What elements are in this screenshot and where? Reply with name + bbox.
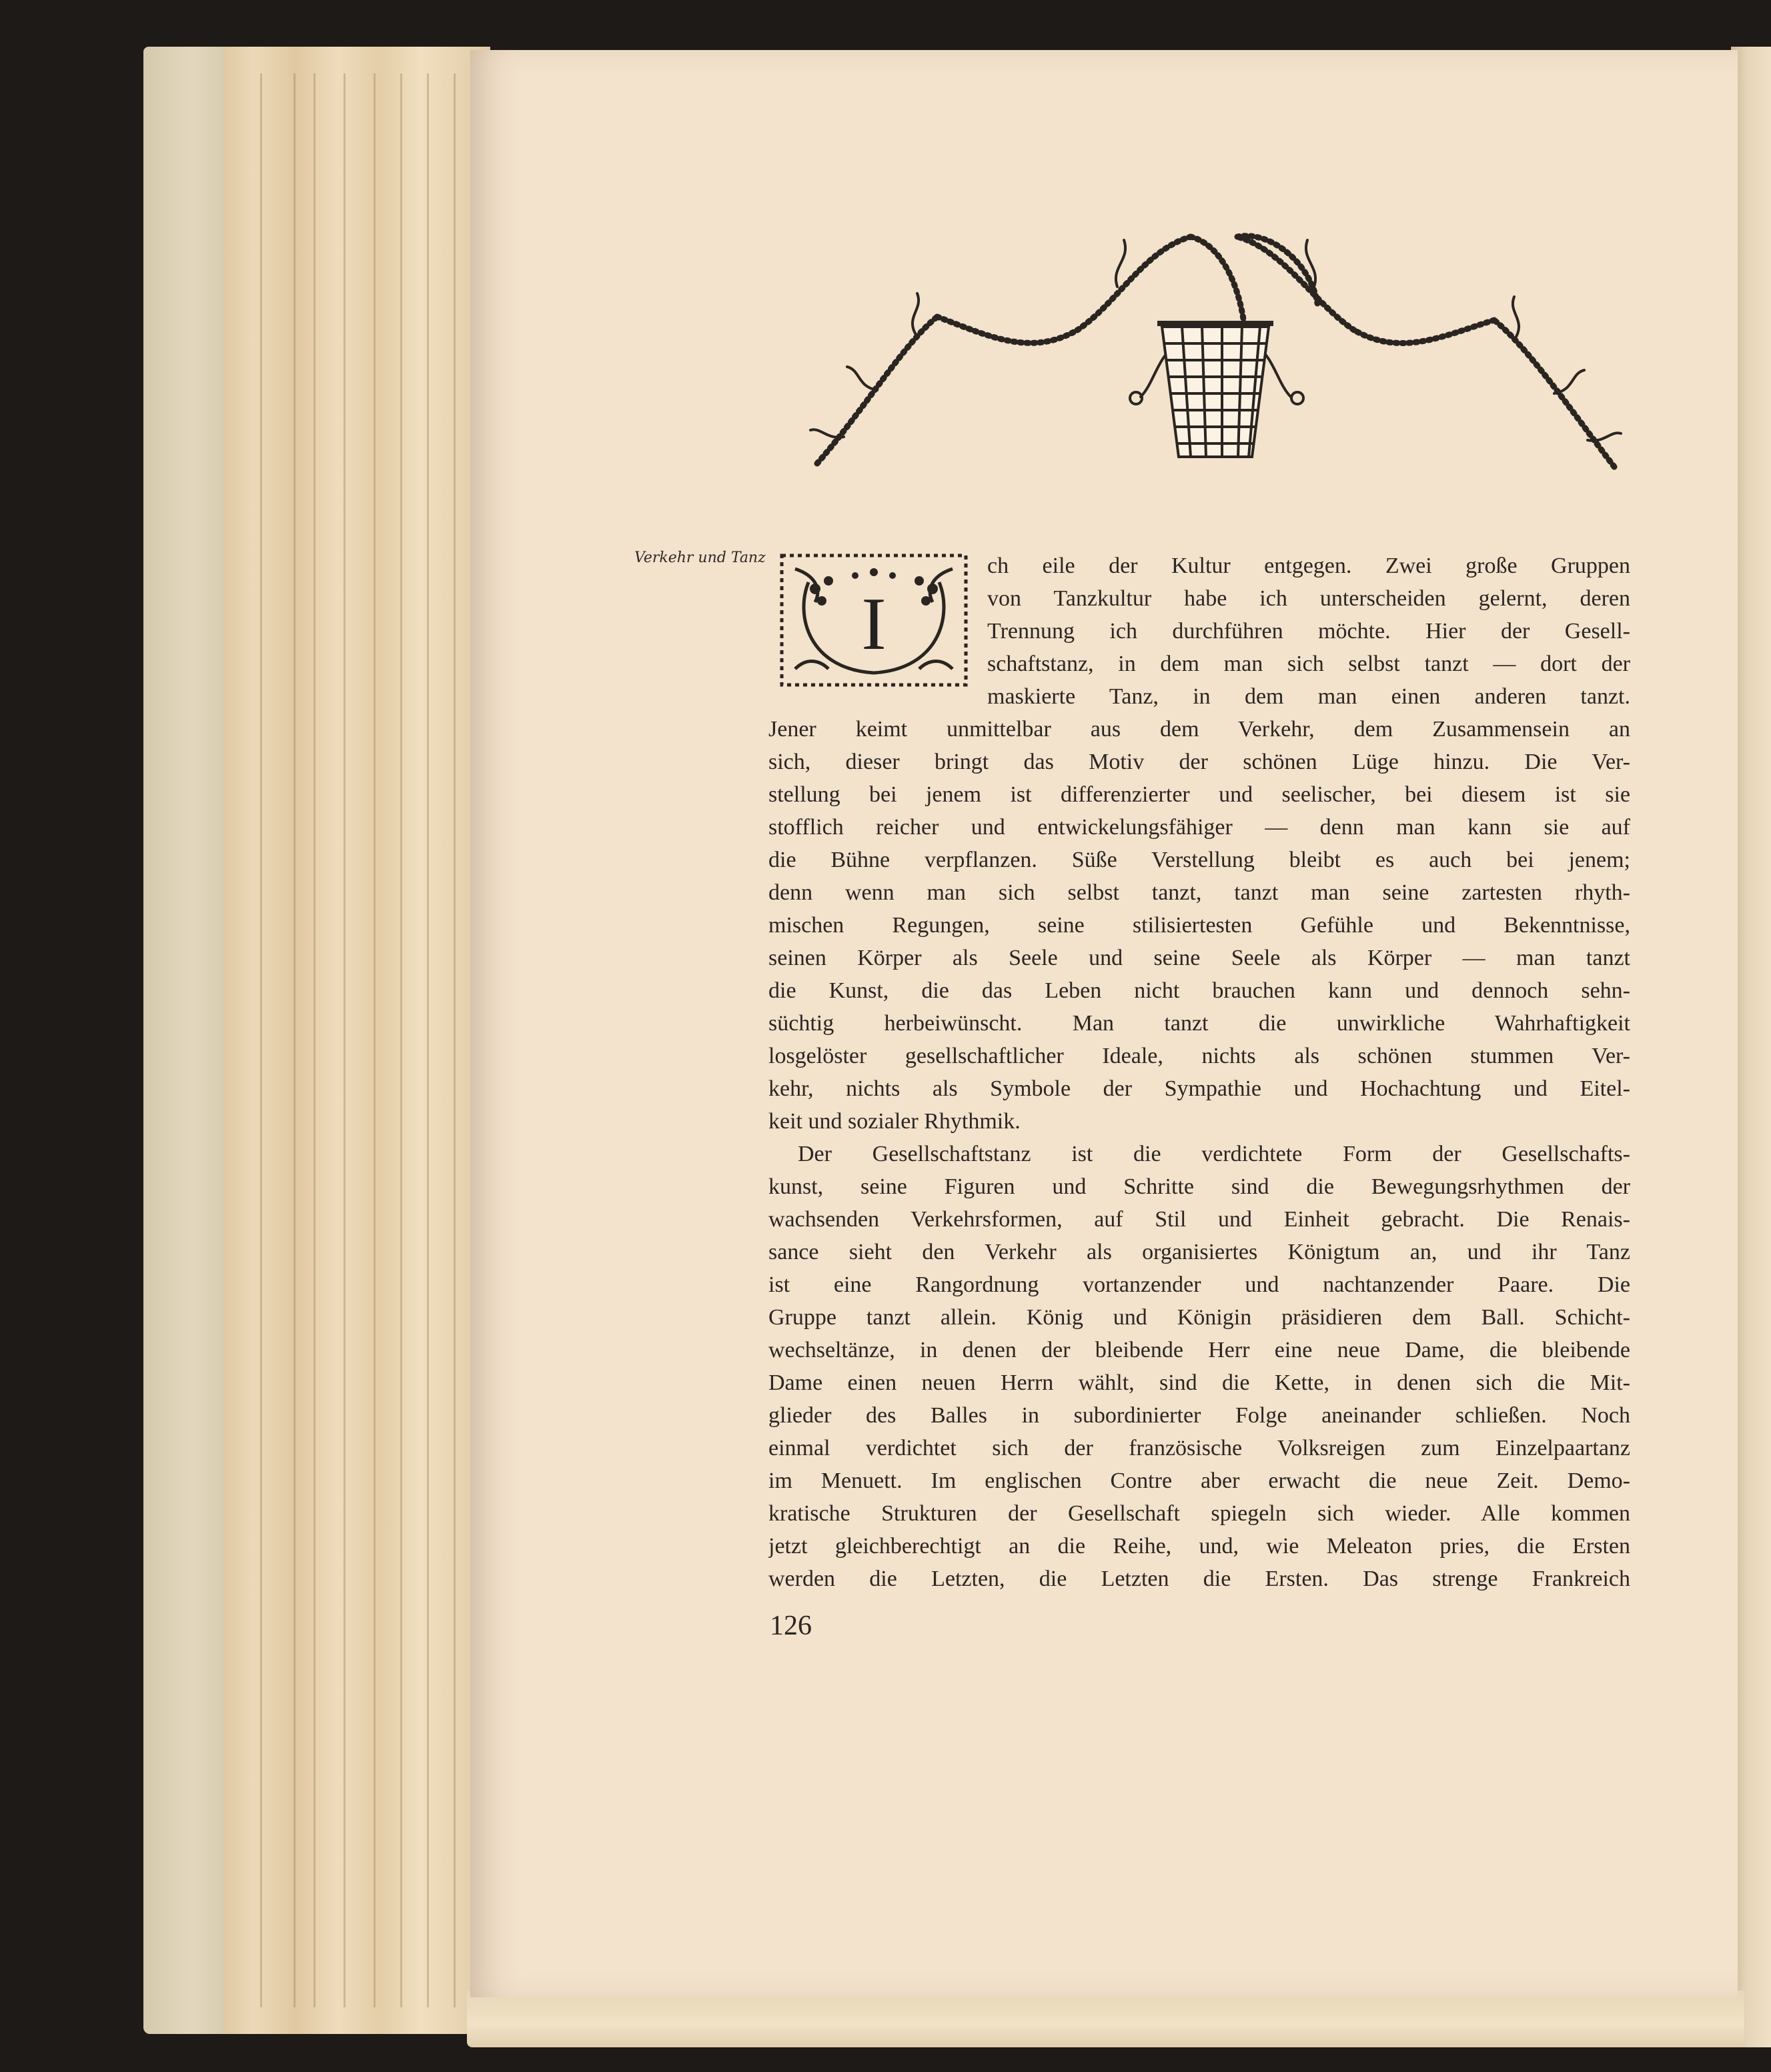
page-bottom-edge xyxy=(467,1991,1744,2047)
text-line: Der Gesellschaftstanz ist die verdichtete Form der Gesellschafts- xyxy=(798,1142,1630,1166)
text-line: sich, dieser bringt das Motiv der schönen Lüge hinzu. Die Ver- xyxy=(768,750,1630,774)
leaf-edge-line xyxy=(374,73,376,2007)
decorated-initial xyxy=(768,542,979,698)
text-line: denn wenn man sich selbst tanzt, tanzt man seine zartesten rhyth- xyxy=(768,880,1630,905)
text-line: Jener keimt unmittelbar aus dem Verkehr, dem Zusammensein an xyxy=(768,717,1630,742)
text-line: süchtig herbeiwünscht. Man tanzt die unwirkliche Wahrhaftigkeit xyxy=(768,1011,1630,1036)
leaf-edge-line xyxy=(400,73,402,2007)
book-cover-edge xyxy=(143,47,223,2034)
garland-basket-ornament xyxy=(804,223,1628,490)
text-line: glieder des Balles in subordinierter Folge aneinander schließen. Noch xyxy=(768,1403,1630,1428)
text-line: die Bühne verpflanzen. Süße Verstellung bleibt es auch bei jenem; xyxy=(768,848,1630,872)
text-line: kunst, seine Figuren und Schritte sind die Bewegungsrhythmen der xyxy=(768,1174,1630,1199)
text-line: stofflich reicher und entwickelungsfähiger — denn man kann sie auf xyxy=(768,815,1630,840)
text-line: wechseltänze, in denen der bleibende Herr eine neue Dame, die bleibende xyxy=(768,1338,1630,1362)
leaf-edge-line xyxy=(454,73,456,2007)
text-line: Gruppe tanzt allein. König und Königin präsidieren dem Ball. Schicht- xyxy=(768,1305,1630,1330)
page-number: 126 xyxy=(770,1611,812,1641)
text-line: Trennung ich durchführen möchte. Hier der Gesell- xyxy=(987,619,1630,644)
text-line: sance sieht den Verkehr als organisiertes Königtum an, und ihr Tanz xyxy=(768,1240,1630,1264)
text-line: die Kunst, die das Leben nicht brauchen kann und dennoch sehn- xyxy=(768,978,1630,1003)
leaf-edge-line xyxy=(260,73,262,2007)
text-line: kehr, nichts als Symbole der Sympathie und Hochachtung und Eitel- xyxy=(768,1076,1630,1101)
text-line: losgelöster gesellschaftlicher Ideale, nichts als schönen stummen Ver- xyxy=(768,1044,1630,1068)
initial-letter: I xyxy=(861,582,887,666)
marginal-note: Verkehr und Tanz xyxy=(634,550,766,566)
text-line: einmal verdichtet sich der französische Volksreigen zum Einzelpaartanz xyxy=(768,1436,1630,1460)
text-line: ist eine Rangordnung vortanzender und nachtanzender Paare. Die xyxy=(768,1272,1630,1297)
text-line: mischen Regungen, seine stilisiertesten Gefühle und Bekenntnisse, xyxy=(768,913,1630,938)
text-line: im Menuett. Im englischen Contre aber erwacht die neue Zeit. Demo- xyxy=(768,1468,1630,1493)
leaf-edge-line xyxy=(314,73,316,2007)
leaf-edge-line xyxy=(427,73,429,2007)
text-line: stellung bei jenem ist differenzierter und seelischer, bei diesem ist sie xyxy=(768,782,1630,807)
text-line: wachsenden Verkehrsformen, auf Stil und Einheit gebracht. Die Renais- xyxy=(768,1207,1630,1232)
lead-paragraph xyxy=(987,550,1630,713)
text-line: maskierte Tanz, in dem man einen anderen tanzt. xyxy=(987,684,1630,709)
text-line: Dame einen neuen Herrn wählt, sind die Kette, in denen sich die Mit- xyxy=(768,1370,1630,1395)
text-line: keit und sozialer Rhythmik. xyxy=(768,1109,1021,1134)
text-line: ch eile der Kultur entgegen. Zwei große Gruppen xyxy=(987,554,1630,578)
text-line: schaftstanz, in dem man sich selbst tanzt — dort der xyxy=(987,652,1630,676)
text-line: von Tanzkultur habe ich unterscheiden gelernt, deren xyxy=(987,586,1630,611)
text-line: werden die Letzten, die Letzten die Ersten. Das strenge Frankreich xyxy=(768,1567,1630,1591)
body-text xyxy=(768,713,1630,1595)
text-line: jetzt gleichberechtigt an die Reihe, und, wie Meleaton pries, die Ersten xyxy=(768,1534,1630,1559)
leaf-edge-line xyxy=(293,73,296,2007)
text-line: seinen Körper als Seele und seine Seele als Körper — man tanzt xyxy=(768,946,1630,970)
text-line: kratische Strukturen der Gesellschaft spiegeln sich wieder. Alle kommen xyxy=(768,1501,1630,1526)
leaf-edge-line xyxy=(344,73,346,2007)
